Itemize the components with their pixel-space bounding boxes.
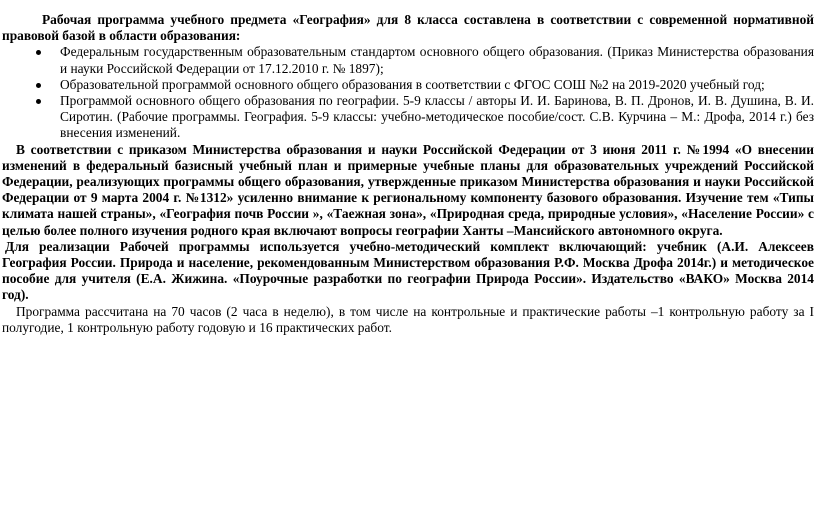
bullet-icon <box>36 83 41 88</box>
bullet-icon <box>36 99 41 104</box>
order-paragraph: В соответствии с приказом Министерства образования и науки Российской Федерации от 3 июня 2011 г. №1994 «О внесении изменений в федеральный базисный учебный план и примерные учебные планы для образовательных учреждений Российской Федерации, реализующих программы общего образования, утвержденные приказом Министерства образования и науки Российской Федерации от 9 марта 2004 г. №1312» усиленно внимание к региональному компоненту базового образования. Изучение тем «Типы климата нашей страны», «География почв России », «Таежная зона», «Природная среда, природные условия», «Население России» с целью более полного изучения родного края включают вопросы географии Ханты –Мансийского автономного округа. <box>2 141 814 238</box>
list-item <box>0 44 816 76</box>
list-item-text: Программой основного общего образования по географии. 5-9 классы / авторы И. И. Баринова, В. П. Дронов, И. В. Душина, В. И. Сиротин. (Рабочие программы. География. 5-9 классы: учебно-методическое пособие/сост. С.В. Курчина – М.: Дрофа, 2014 г.) без внесения изменений. <box>60 93 814 141</box>
teaching-kit-paragraph: Для реализации Рабочей программы используется учебно-методический комплект включающий: учебник (А.И. Алексеев География России. Природа и население, рекомендованным Министерством образования Р.Ф. Москва Дрофа 2014г.) и методическое пособие для учителя (Е.А. Жижина. «Поурочные разработки по географии Природа России». Издательство «ВАКО» Москва 2014 год). <box>2 238 814 303</box>
list-item <box>0 77 816 93</box>
list-item <box>0 93 816 142</box>
normative-sources-list <box>0 44 816 141</box>
hours-paragraph: Программа рассчитана на 70 часов (2 часа в неделю), в том числе на контрольные и практические работы –1 контрольную работу за I полугодие, 1 контрольную работу годовую и 16 практических работ. <box>2 303 814 335</box>
list-item-text: Образовательной программой основного общего образования в соответствии с ФГОС СОШ №2 на 2019-2020 учебный год; <box>60 76 765 92</box>
list-item-text: Федеральным государственным образовательным стандартом основного общего образования. (Приказ Министерства образования и науки Российской Федерации от 17.12.2010 г. № 1897); <box>60 44 814 76</box>
bullet-icon <box>36 50 41 55</box>
intro-paragraph: Рабочая программа учебного предмета «География» для 8 класса составлена в соответствии с современной нормативной правовой базой в области образования: <box>2 12 814 44</box>
